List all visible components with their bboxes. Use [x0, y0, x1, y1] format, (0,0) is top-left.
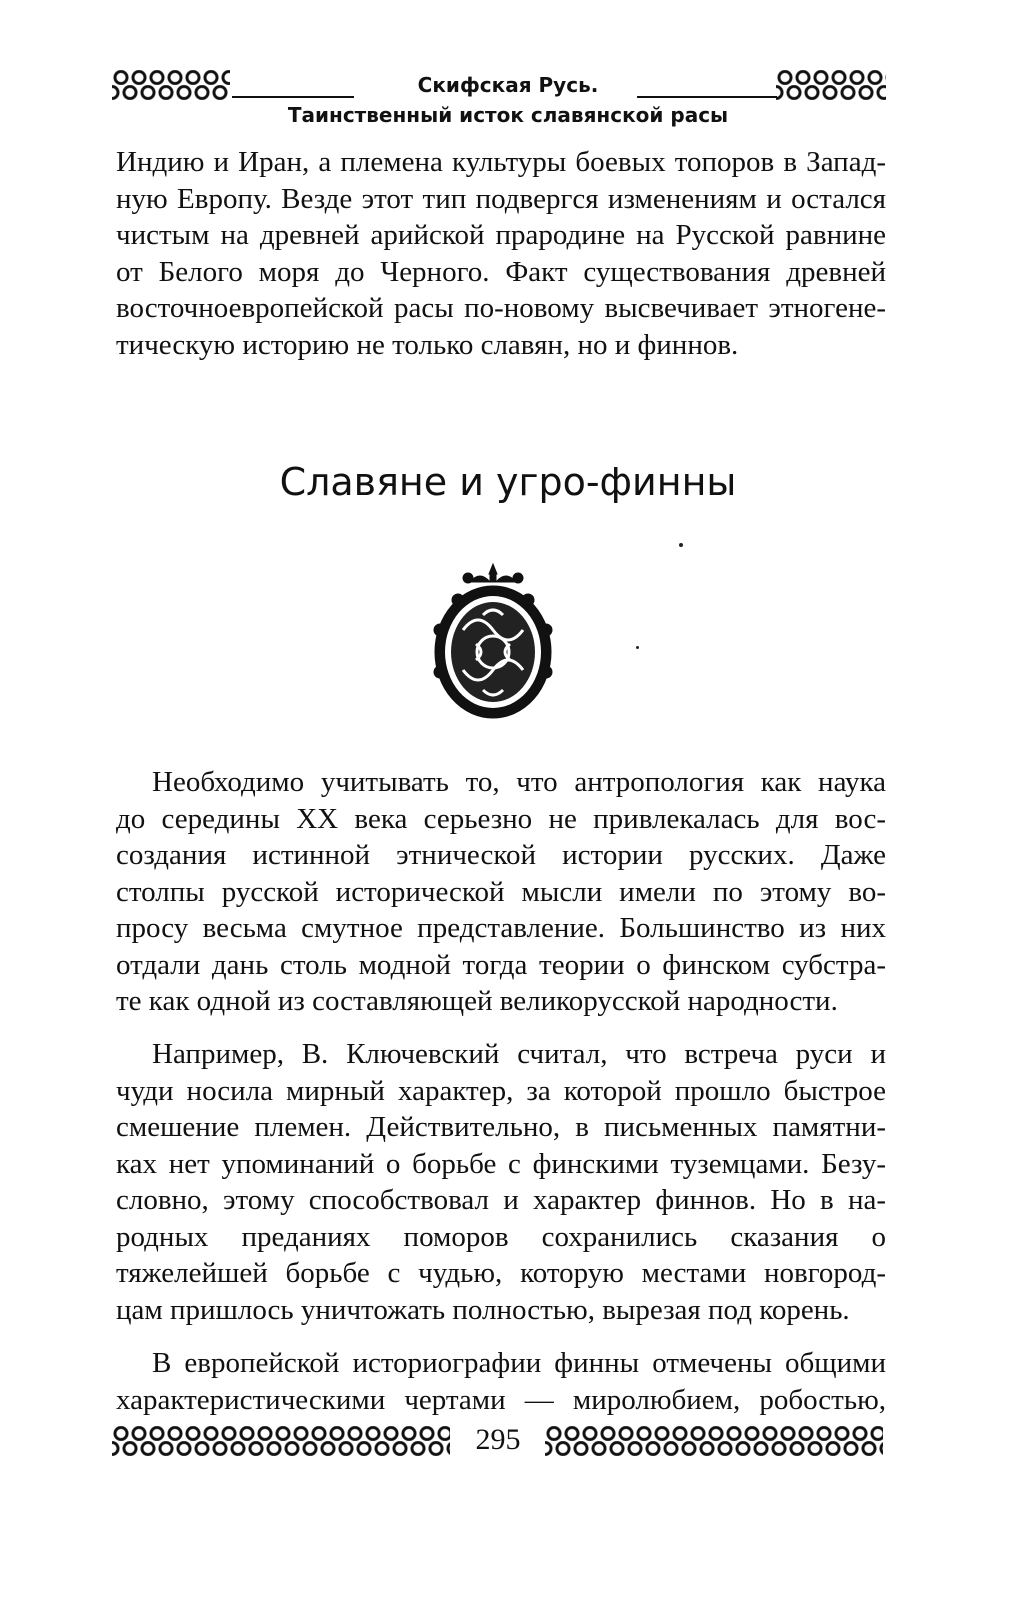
footer-right-ornament-icon [545, 1426, 883, 1456]
heraldic-roundel-ornament-icon [428, 560, 558, 720]
text-line: отдали дань столь модной тогда теории о финском субстра- [116, 948, 886, 981]
text-line: тическую историю не только славян, но и финнов. [116, 328, 739, 361]
text-line: Индию и Иран, а племена культуры боевых топоров в Запад- [116, 146, 886, 178]
text-line: те как одной из составляющей великорусской народности. [116, 985, 838, 1017]
running-title-line2: Таинственный исток славянской расы [287, 103, 729, 127]
text-line: от Белого моря до Черного. Факт существования древней [116, 255, 886, 288]
footer-left-ornament-icon [112, 1426, 450, 1456]
text-line: ках нет упоминаний о борьбе с финскими туземцами. Безу- [116, 1147, 886, 1180]
text-line: В европейской историографии финны отмечены общими [152, 1347, 886, 1379]
text-line: Необходимо учитывать то, что антропология как наука [152, 766, 886, 798]
text-line: ную Европу. Везде этот тип подвергся изменениям и остался [116, 182, 886, 215]
text-line: характеристическими чертами — миролюбием, робостью, [116, 1383, 886, 1416]
running-title-line1: Скифская Русь. [417, 73, 599, 97]
paragraph-3 [116, 1345, 886, 1418]
text-line: восточноевропейской расы по-новому высвечивает этногене- [116, 292, 886, 324]
paragraph-1 [116, 764, 886, 1020]
text-line: цам пришлось уничтожать полностью, вырезая под корень. [116, 1293, 850, 1326]
paragraph-top [116, 144, 886, 363]
section-title: Славяне и угро-финны [279, 460, 737, 504]
text-line: словно, этому способствовал и характер финнов. Но в на- [116, 1184, 886, 1216]
header-right-rule [637, 96, 777, 98]
page-number: 295 [475, 1423, 521, 1456]
print-speck [636, 646, 639, 649]
header-right-ornament-icon [776, 70, 886, 100]
text-line: просу весьма смутное представление. Большинство из них [116, 912, 886, 944]
text-line: чуди носила мирный характер, за которой прошло быстрое [116, 1074, 886, 1107]
text-line: Например, В. Ключевский считал, что встреча руси и [152, 1038, 886, 1070]
text-line: тяжелейшей борьбе с чудью, которую местами новгород- [116, 1257, 886, 1289]
print-speck [679, 543, 683, 547]
text-line: до середины XX века серьезно не привлекалась для вос- [116, 802, 886, 835]
text-line: смешение племен. Действительно, в письменных памятни- [116, 1111, 886, 1143]
text-line: создания истинной этнической истории русских. Даже [116, 839, 886, 871]
text-line: чистым на древней арийской прародине на Русской равнине [116, 219, 886, 251]
paragraph-2 [116, 1036, 886, 1328]
text-line: столпы русской исторической мысли имели по этому во- [116, 875, 886, 908]
text-line: родных преданиях поморов сохранились сказания о [116, 1220, 886, 1253]
